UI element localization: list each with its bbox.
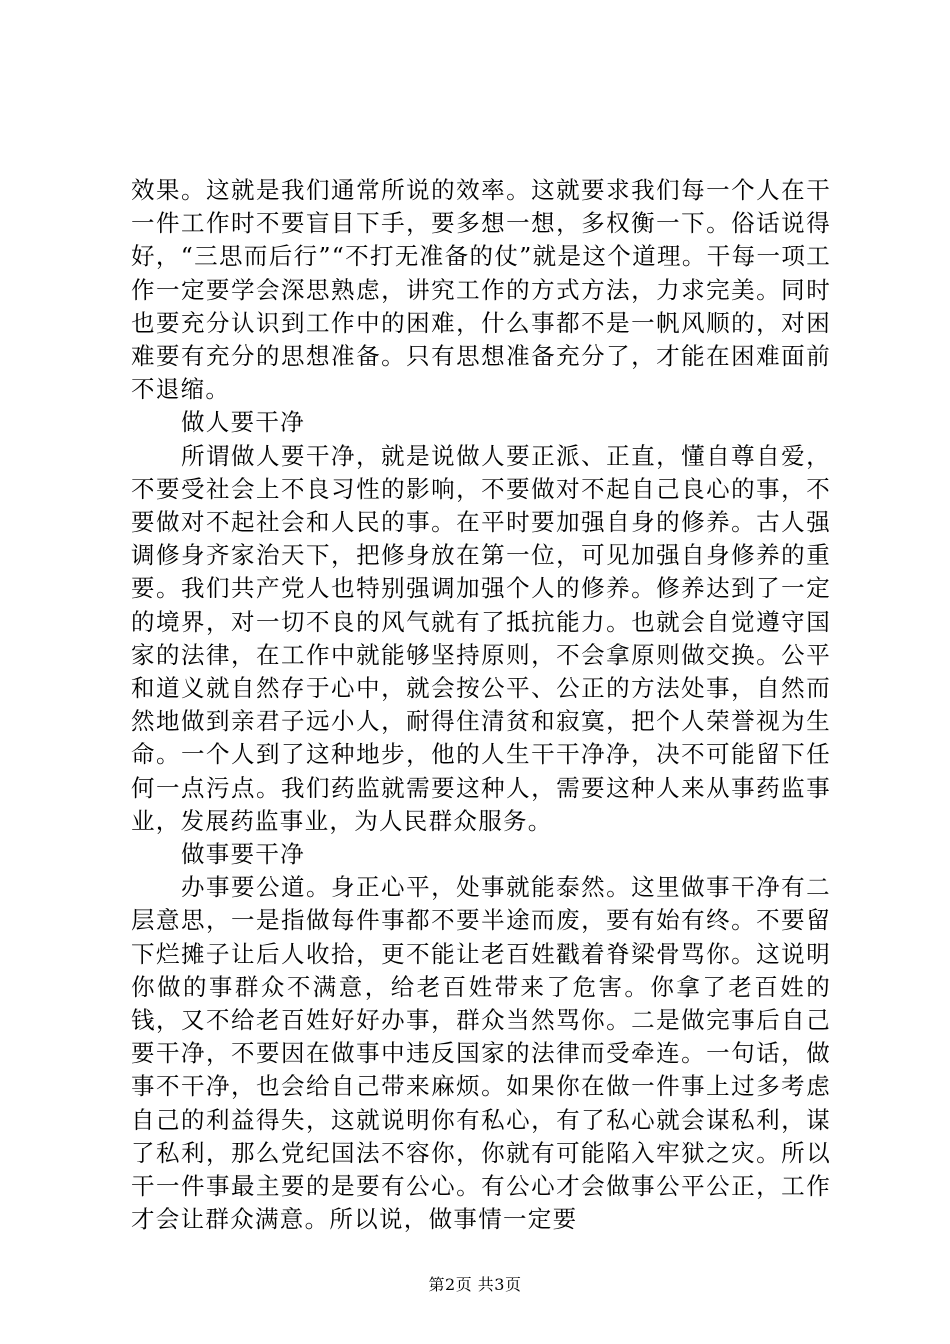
section-heading-work-clean: 做事要干净 [181,840,305,869]
paragraph-work-clean: 办事要公道。身正心平，处事就能泰然。这里做事干净有二层意思，一是指做每件事都不要半途而废，要有始有终。不要留下烂摊子让后人收拾，更不能让老百姓戳着脊梁骨骂你。这说明你做的事群众不满意，给老百姓带来了危害。你拿了老百姓的钱，又不给老百姓好好办事，群众当然骂你。二是做完事后自己要干净，不要因在做事中违反国家的法律而受牵连。一句话，做事不干净，也会给自己带来麻烦。如果你在做一件事上过多考虑自己的利益得失，这就说明你有私心，有了私心就会谋私利，谋了私利，那么党纪国法不容你，你就有可能陷入牢狱之灾。所以干一件事最主要的是要有公心。有公心才会做事公平公正，工作才会让群众满意。所以说，做事情一定要 [131,873,831,1234]
paragraph-continuation: 效果。这就是我们通常所说的效率。这就要求我们每一个人在干一件工作时不要盲目下手，要多想一想，多权衡一下。俗话说得好，“三思而后行”“不打无准备的仗”就是这个道理。干每一项工作一定要学会深思熟虑，讲究工作的方式方法，力求完美。同时也要充分认识到工作中的困难，什么事都不是一帆风顺的，对困难要有充分的思想准备。只有思想准备充分了，才能在困难面前不退缩。 [131,176,831,404]
document-body [131,174,831,1237]
paragraph-behave-clean: 所谓做人要干净，就是说做人要正派、正直，懂自尊自爱，不要受社会上不良习性的影响，不要做对不起自己良心的事，不要做对不起社会和人民的事。在平时要加强自身的修养。古人强调修身齐家治天下，把修身放在第一位，可见加强自身修养的重要。我们共产党人也特别强调加强个人的修养。修养达到了一定的境界，对一切不良的风气就有了抵抗能力。也就会自觉遵守国家的法律，在工作中就能够坚持原则，不会拿原则做交换。公平和道义就自然存于心中，就会按公平、公正的方法处事，自然而然地做到亲君子远小人，耐得住清贫和寂寞，把个人荣誉视为生命。一个人到了这种地步，他的人生干干净净，决不可能留下任何一点污点。我们药监就需要这种人，需要这种人来从事药监事业，发展药监事业，为人民群众服务。 [131,441,831,835]
section-heading-behave-clean: 做人要干净 [181,408,305,437]
page-number-footer: 第2页 共3页 [428,1275,522,1294]
